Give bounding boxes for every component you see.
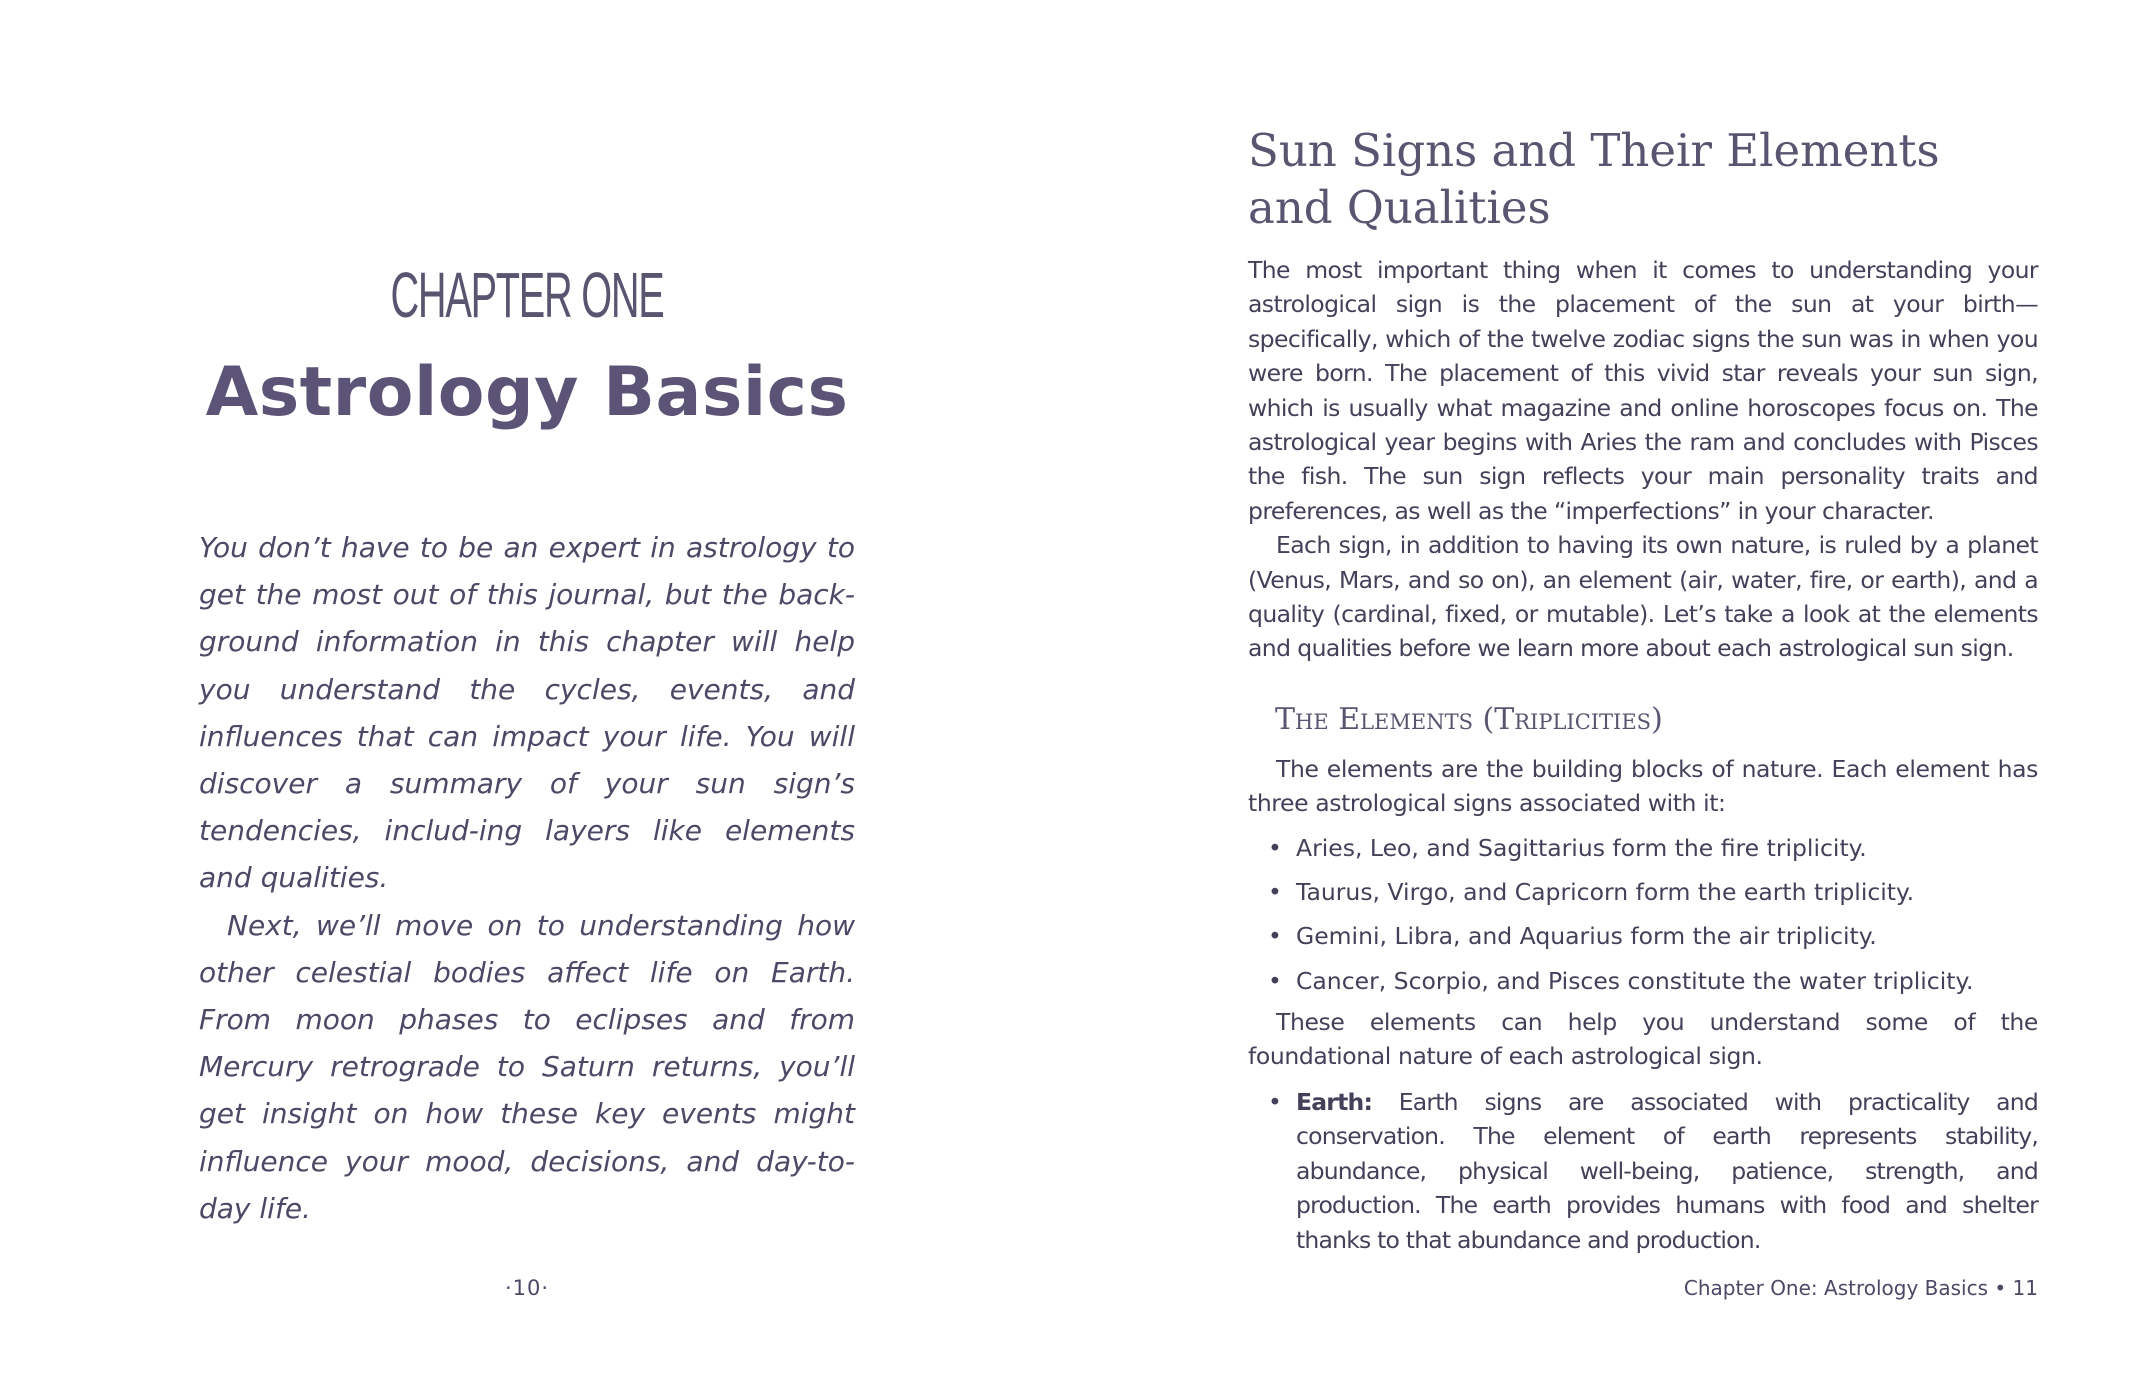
element-detail-list <box>1248 1085 2038 1257</box>
list-item-text: Cancer, Scorpio, and Pisces constitute the water triplicity. <box>1296 966 1974 995</box>
elements-intro <box>1248 752 2038 821</box>
element-description: Earth signs are associated with practicality and conservation. The element of earth represents stability, abundance, physical well-being, patience, strength, and production. The earth provides humans with food and shelter thanks to that abundance and production. <box>1296 1088 2038 1254</box>
elements-intro-text: The elements are the building blocks of nature. Each element has three astrological signs associated with it: <box>1248 755 2038 818</box>
body-paragraph-2: Each sign, in addition to having its own nature, is ruled by a planet (Venus, Mars, and so on), an element (air, water, fire, or earth), and a quality (cardinal, fixed, or mutable). Let’s take a look at the elements and qualities before we learn more about each astrological sun sign. <box>1248 531 2038 663</box>
list-item-text: Taurus, Virgo, and Capricorn form the earth triplicity. <box>1296 878 1915 907</box>
intro-body <box>1248 253 2038 666</box>
list-item <box>1248 959 2038 1003</box>
list-item <box>1248 870 2038 914</box>
bullet-icon: • <box>1268 966 1282 995</box>
intro-paragraph-1: You don’t have to be an expert in astrology to get the most out of this journal, but the back-ground information in this chapter will help you understand the cycles, events, and influences that can impact your life. You will discover a summary of your sun sign’s tendencies, includ-ing layers like elements and qualities. <box>199 531 855 895</box>
bullet-icon: • <box>1268 1088 1282 1116</box>
left-page <box>0 0 1073 1400</box>
section-heading: Sun Signs and Their Elements and Qualities <box>1248 124 1940 234</box>
element-term: Earth: <box>1296 1088 1373 1116</box>
list-item-text: Aries, Leo, and Sagittarius form the fire triplicity. <box>1296 834 1867 862</box>
chapter-title: Astrology Basics <box>205 353 849 432</box>
intro-paragraph-2: Next, we’ll move on to understanding how other celestial bodies affect life on Earth. From moon phases to eclipses and from Mercury retrograde to Saturn returns, you’ll get insight on how these key events might influence your mood, decisions, and day-to-day life. <box>199 908 855 1225</box>
list-item <box>1248 826 2038 870</box>
right-page <box>1073 0 2147 1400</box>
running-footer: Chapter One: Astrology Basics • 11 <box>1683 1276 2038 1300</box>
list-item-text: Gemini, Libra, and Aquarius form the air triplicity. <box>1296 922 1877 951</box>
foundational-paragraph <box>1248 1005 2038 1074</box>
chapter-intro <box>199 524 855 1232</box>
bullet-icon: • <box>1268 834 1282 862</box>
list-item <box>1248 1085 2038 1257</box>
bullet-icon: • <box>1268 922 1282 951</box>
list-item <box>1248 914 2038 958</box>
triplicity-list <box>1248 826 2038 1003</box>
page-number-left: ·10· <box>504 1276 550 1300</box>
chapter-kicker: CHAPTER ONE <box>390 259 664 331</box>
elements-subheading: The Elements (Triplicities) <box>1275 702 1663 737</box>
bullet-icon: • <box>1268 878 1282 907</box>
body-paragraph-1: The most important thing when it comes to understanding your astrological sign is the placement of the sun at your birth—specifically, which of the twelve zodiac signs the sun was in when you were born. The placement of this vivid star reveals your sun sign, which is usually what magazine and online horoscopes focus on. The astrological year begins with Aries the ram and concludes with Pisces the fish. The sun sign reflects your main personality traits and preferences, as well as the “imperfections” in your character. <box>1248 256 2038 525</box>
foundational-text: These elements can help you understand some of the foundational nature of each astrological sign. <box>1248 1008 2038 1071</box>
